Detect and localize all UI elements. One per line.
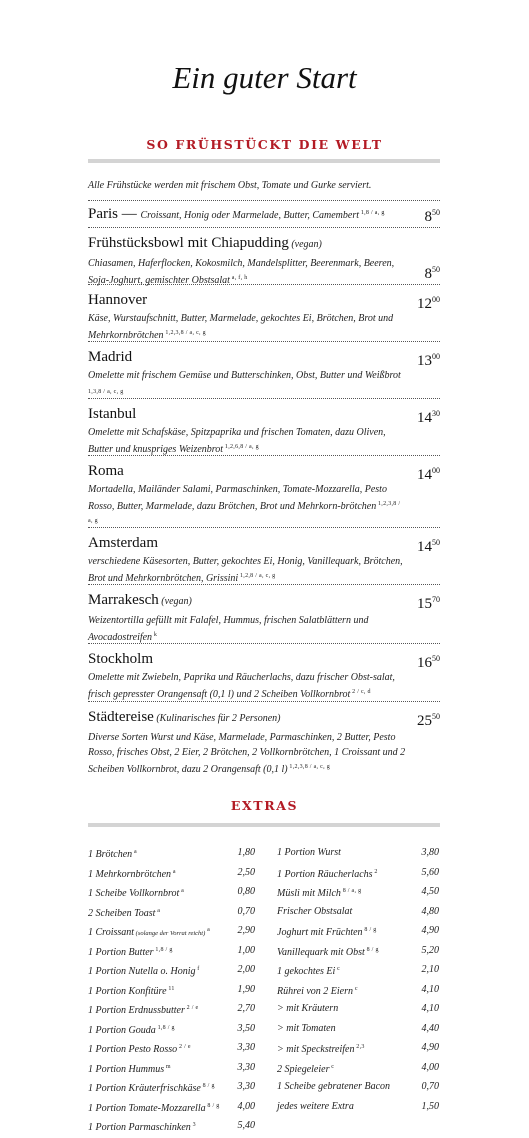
extra-item-name: > mit Speckstreifen <box>277 1044 355 1055</box>
menu-item-description-text: Omelette mit Schafskäse, Spitzpaprika und frischen Tomaten, dazu Oliven, Butter und knuspriges Weizenbrot <box>88 427 386 455</box>
extra-item <box>88 843 255 863</box>
menu-item-title <box>88 462 440 480</box>
extra-item-price: 4,40 <box>421 1022 439 1034</box>
allergen-codes: 8 / a, g <box>340 888 362 894</box>
allergen-codes: 1,3,8 / a, c, g <box>88 389 124 395</box>
extra-item-price: 1,00 <box>237 944 255 956</box>
menu-item-tag: (vegan) <box>158 596 192 607</box>
menu-item <box>88 462 440 531</box>
extra-item <box>277 863 439 883</box>
extra-item <box>277 1097 439 1117</box>
allergen-codes: a <box>171 868 176 875</box>
menu-item-dash: — <box>118 206 141 222</box>
extra-item-name: 1 Portion Gouda <box>88 1024 156 1036</box>
extra-item-name: 1 Portion Tomate-Mozzarella <box>88 1102 206 1114</box>
menu-item <box>88 591 440 645</box>
menu-item <box>88 348 440 402</box>
allergen-codes: 1,8 / g <box>155 1024 175 1031</box>
extra-item-name: Rührei von 2 Eiern <box>277 985 354 997</box>
extra-item <box>88 980 255 1000</box>
price-main: 8 <box>424 209 432 225</box>
price-main: 14 <box>417 467 432 483</box>
extra-item-label <box>277 863 378 883</box>
menu-item-price <box>425 261 441 283</box>
extra-item-name: Müsli mit Milch <box>277 888 341 899</box>
menu-item-price <box>417 650 440 672</box>
price-main: 12 <box>417 296 432 312</box>
price-cents: 50 <box>432 208 440 217</box>
extra-item-label <box>88 980 175 1000</box>
extra-item <box>88 921 255 941</box>
extra-item-label <box>277 960 340 980</box>
menu-item-description <box>88 482 406 531</box>
extra-item-label <box>88 882 184 902</box>
extra-item-label <box>88 1077 215 1097</box>
extra-item-name: 2 Spiegeleier <box>277 1063 330 1075</box>
menu-item-title <box>88 405 440 423</box>
allergen-codes: c <box>353 985 358 992</box>
extra-item-label <box>277 941 379 961</box>
allergen-codes: 1,8 / a, g <box>359 210 385 216</box>
extra-item-price: 0,70 <box>237 905 255 917</box>
extra-item-name: jedes weitere Extra <box>277 1100 354 1112</box>
allergen-codes: 8 / g <box>205 1102 220 1109</box>
extra-item-label <box>277 902 352 922</box>
menu-item <box>88 650 440 702</box>
menu-item-price <box>417 348 440 370</box>
menu-item-name: Frühstücksbowl mit Chiapudding <box>88 235 289 251</box>
menu-item-description <box>88 311 406 343</box>
menu-item-description <box>88 670 406 702</box>
intro-text: Alle Frühstücke werden mit frischem Obst, Tomate und Gurke serviert. <box>88 180 372 191</box>
menu-item <box>88 234 440 288</box>
allergen-codes: f <box>195 966 200 972</box>
menu-item-price <box>425 204 441 226</box>
price-main: 16 <box>417 655 432 671</box>
extra-item-label <box>277 1077 390 1097</box>
menu-item-description-text: Diverse Sorten Wurst und Käse, Marmelade, Parmaschinken, 2 Butter, Pesto Rosso, frisches Obst, 2 Eier, 2 Brötchen, 2 Vollkornbrötchen, 1 Croissant und 2 Scheiben Vollkornbrot, dazu 2 Orangensaft (0,1 l) <box>88 732 406 775</box>
section-heading-breakfast: SO FRÜHSTÜCKT DIE WELT <box>146 137 383 152</box>
extra-item-price: 2,70 <box>237 1003 255 1014</box>
section-divider <box>88 159 440 163</box>
extra-item-label <box>88 863 176 883</box>
price-main: 14 <box>417 539 432 555</box>
extra-item-price: 3,80 <box>421 847 439 858</box>
extra-item-label <box>277 999 338 1019</box>
extra-item-label <box>277 1097 354 1117</box>
allergen-codes: a <box>132 849 137 855</box>
extra-item-name: Vanillequark mit Obst <box>277 946 365 958</box>
extra-item-price: 0,70 <box>421 1081 439 1092</box>
extra-item-price: 4,00 <box>421 1061 439 1073</box>
menu-item-price <box>417 291 440 313</box>
menu-item-name: Paris <box>88 206 118 222</box>
menu-item-name: Istanbul <box>88 406 137 422</box>
allergen-codes: c <box>335 966 341 972</box>
allergen-codes: a <box>155 907 161 914</box>
extra-item-price: 1,90 <box>237 983 255 995</box>
extra-item-name: 1 Brötchen <box>88 849 133 860</box>
allergen-codes: 1,2,3,8 / a, g <box>88 501 401 524</box>
menu-item-description-text: Mortadella, Mailänder Salami, Parmaschinken, Tomate-Mozzarella, Pesto Rosso, Butter, Marmelade, dazu Brötchen, Brot und Mehrkorn-brötchen <box>88 484 387 512</box>
section-heading-extras: EXTRAS <box>230 798 299 813</box>
extra-item <box>277 882 439 902</box>
extra-item-label <box>88 921 210 941</box>
menu-item-description <box>88 613 406 645</box>
extra-item-price: 4,10 <box>421 983 439 995</box>
extras-right-column <box>277 843 439 1116</box>
price-cents: 50 <box>432 538 440 547</box>
extra-item <box>277 1038 439 1058</box>
extra-item-name: 1 Croissant <box>88 927 135 938</box>
menu-item <box>88 204 440 225</box>
extra-item-label <box>277 1019 336 1039</box>
extra-item-price: 2,90 <box>237 925 255 936</box>
extra-item <box>88 1097 255 1117</box>
extra-item <box>277 1058 439 1078</box>
allergen-codes: a, f, h <box>229 275 248 281</box>
extra-item <box>88 1116 255 1136</box>
extra-item-name: 1 Portion Kräuterfrischkäse <box>88 1083 201 1094</box>
extra-item-price: 4,90 <box>421 1042 439 1053</box>
extra-item-price: 4,90 <box>421 925 439 936</box>
extra-item-name: 1 Scheibe gebratener Bacon <box>277 1081 391 1092</box>
extra-item-label <box>88 902 160 922</box>
price-cents: 00 <box>432 352 440 361</box>
allergen-codes: 1,2,3,8 / a, c, g <box>163 330 206 336</box>
extra-item-name: 1 Portion Hummus <box>88 1063 165 1075</box>
allergen-codes: 2 <box>372 868 378 875</box>
page-title: Ein guter Start <box>172 60 357 95</box>
extra-item-name: > mit Kräutern <box>277 1003 339 1014</box>
extra-item-label <box>277 1058 334 1078</box>
menu-item-description <box>88 730 406 777</box>
extra-item-price: 3,30 <box>237 1042 255 1053</box>
menu-item <box>88 405 440 457</box>
menu-item-price <box>417 462 440 484</box>
extra-item-label <box>277 1038 365 1058</box>
menu-item-tag: (vegan) <box>288 239 322 250</box>
extra-item <box>277 941 439 961</box>
menu-item-name: Roma <box>88 463 124 479</box>
extra-item <box>88 882 255 902</box>
menu-item-description-text: Weizentortilla gefüllt mit Falafel, Hummus, frischen Salatblättern und Avocadostreifen <box>88 615 369 643</box>
extra-item-name: Joghurt mit Früchten <box>277 927 363 938</box>
extra-item-name: 1 Mehrkornbrötchen <box>88 868 172 880</box>
extra-item <box>277 902 439 922</box>
menu-item-price <box>417 708 440 730</box>
extras-divider <box>88 823 440 827</box>
menu-item-description <box>88 425 406 457</box>
menu-item-price <box>417 405 440 427</box>
price-cents: 50 <box>432 654 440 663</box>
extra-item-note: (solange der Vorrat reicht) <box>134 930 206 937</box>
allergen-codes: 8 / g <box>364 946 379 953</box>
menu-item-name: Städtereise <box>88 709 154 725</box>
extra-item-name: 1 Portion Konfitüre <box>88 985 167 997</box>
menu-item-name: Madrid <box>88 349 133 365</box>
extra-item-name: 1 Portion Pesto Rosso <box>88 1044 178 1055</box>
menu-item-description-text: Chiasamen, Haferflocken, Kokosmilch, Mandelsplitter, Beerenmark, Beeren, Soja-Joghurt, gemischter Obstsalat <box>88 258 395 286</box>
extra-item-name: 2 Scheiben Toast <box>88 907 156 919</box>
price-cents: 70 <box>432 595 440 604</box>
extra-item-price: 5,20 <box>421 944 439 956</box>
price-cents: 50 <box>432 712 440 721</box>
price-main: 15 <box>417 596 432 612</box>
menu-item-description <box>88 368 406 402</box>
menu-item <box>88 708 440 777</box>
menu-item-price <box>417 534 440 556</box>
extra-item-name: 1 Portion Räucherlachs <box>277 868 373 880</box>
extra-item-label <box>277 882 361 902</box>
extra-item-price: 4,10 <box>421 1003 439 1014</box>
allergen-codes: c <box>329 1063 335 1070</box>
price-main: 25 <box>417 713 432 729</box>
extra-item <box>88 863 255 883</box>
menu-item-title <box>88 708 440 728</box>
extra-item-price: 2,10 <box>421 964 439 975</box>
menu-item-price <box>417 591 440 613</box>
extra-item-label <box>88 941 173 961</box>
extra-item-name: 1 Scheibe Vollkornbrot <box>88 888 180 899</box>
extra-item-name: 1 Portion Parmaschinken <box>88 1122 191 1133</box>
extra-item <box>88 902 255 922</box>
menu-item-title <box>88 650 440 668</box>
extra-item-name: 1 Portion Nutella o. Honig <box>88 966 196 977</box>
extra-item-label <box>88 1019 175 1039</box>
price-cents: 00 <box>432 295 440 304</box>
extra-item-name: 1 Portion Wurst <box>277 847 341 858</box>
allergen-codes: 2,3 <box>354 1044 365 1050</box>
price-cents: 50 <box>432 265 440 274</box>
menu-item-tag: (Kulinarisches für 2 Personen) <box>153 713 281 724</box>
extra-item-price: 4,50 <box>421 886 439 897</box>
extra-item <box>88 941 255 961</box>
menu-item-title <box>88 591 440 611</box>
extra-item <box>88 1019 255 1039</box>
allergen-codes: 2 / c, d <box>350 689 371 695</box>
extra-item-name: Frischer Obstsalat <box>277 905 353 917</box>
allergen-codes: 1,2,8 / a, c, g <box>238 573 276 579</box>
allergen-codes: 2 / e <box>184 1005 199 1011</box>
extra-item-price: 4,00 <box>237 1100 255 1112</box>
price-main: 8 <box>424 266 432 282</box>
extra-item-price: 5,40 <box>237 1120 255 1131</box>
allergen-codes: 3 <box>190 1122 196 1128</box>
menu-item-title <box>88 534 440 552</box>
menu-item-description-text: verschiedene Käsesorten, Butter, gekochtes Ei, Honig, Vanillequark, Brötchen, Brot und Mehrkornbrötchen, Grissini <box>88 556 403 584</box>
extra-item <box>277 1077 439 1097</box>
allergen-codes: k <box>152 632 158 638</box>
menu-item-description: Croissant, Honig oder Marmelade, Butter, Camembert <box>140 210 360 221</box>
extra-item-price: 3,30 <box>237 1081 255 1092</box>
extra-item-label <box>88 1116 196 1136</box>
price-cents: 30 <box>432 409 440 418</box>
price-cents: 00 <box>432 466 440 475</box>
allergen-codes: m <box>164 1063 171 1070</box>
extra-item-label <box>88 843 137 863</box>
extra-item-label <box>277 980 358 1000</box>
extra-item-label <box>277 843 341 863</box>
menu-item <box>88 534 440 586</box>
menu-item-description-text: Omelette mit frischem Gemüse und Butterschinken, Obst, Butter und Weißbrot <box>88 370 401 381</box>
extra-item <box>88 999 255 1019</box>
extra-item-price: 4,80 <box>421 905 439 917</box>
menu-item-description-text: Omelette mit Zwiebeln, Paprika und Räucherlachs, dazu frischer Obst-salat, frisch gepresster Orangensaft (0,1 l) und 2 Scheiben Vollkornbrot <box>88 672 395 700</box>
extra-item-label <box>88 999 199 1019</box>
allergen-codes: a <box>205 927 211 933</box>
extras-left-column <box>88 843 255 1136</box>
menu-item-title <box>88 348 440 366</box>
extra-item-label <box>277 921 377 941</box>
extra-item <box>88 1058 255 1078</box>
menu-item-title <box>88 234 440 254</box>
allergen-codes: 1,8 / g <box>153 946 173 953</box>
allergen-codes: 2 / e <box>177 1044 191 1050</box>
extra-item-label <box>88 960 200 980</box>
price-main: 14 <box>417 410 432 426</box>
extra-item-price: 3,50 <box>237 1022 255 1034</box>
menu-item-description-text: Käse, Wurstaufschnitt, Butter, Marmelade, gekochtes Ei, Brötchen, Brot und Mehrkornbrötchen <box>88 313 394 341</box>
allergen-codes: 8 / g <box>362 927 377 933</box>
extra-item-name: 1 Portion Erdnussbutter <box>88 1005 185 1016</box>
menu-item-name: Marrakesch <box>88 592 159 608</box>
extra-item-price: 5,60 <box>421 866 439 878</box>
extra-item-name: 1 Portion Butter <box>88 946 154 958</box>
extra-item <box>277 843 439 863</box>
extra-item <box>88 1038 255 1058</box>
allergen-codes: 8 / g <box>200 1083 215 1089</box>
extra-item-price: 2,50 <box>237 866 255 878</box>
extra-item-label <box>88 1038 191 1058</box>
extra-item-price: 2,00 <box>237 964 255 975</box>
extra-item <box>277 921 439 941</box>
extra-item <box>88 960 255 980</box>
allergen-codes: 11 <box>166 985 175 992</box>
allergen-codes: 1,2,3,8 / a, c, g <box>287 764 331 770</box>
menu-item <box>88 291 440 343</box>
extra-item-price: 1,50 <box>421 1100 439 1112</box>
menu-item-name: Stockholm <box>88 651 154 667</box>
allergen-codes: 1,2,6,8 / a, g <box>223 444 259 450</box>
extra-item-label <box>88 1097 220 1117</box>
price-main: 13 <box>417 353 432 369</box>
extra-item-price: 0,80 <box>237 886 255 897</box>
extra-item-name: > mit Tomaten <box>277 1022 336 1034</box>
menu-item-description <box>88 256 406 288</box>
menu-item-name: Amsterdam <box>88 535 158 551</box>
extra-item-name: 1 gekochtes Ei <box>277 966 336 977</box>
dotted-separator <box>88 200 440 201</box>
extra-item <box>88 1077 255 1097</box>
extra-item-price: 1,80 <box>237 847 255 858</box>
extra-item-price: 3,30 <box>237 1061 255 1073</box>
dotted-separator <box>88 227 440 228</box>
extra-item-label <box>88 1058 171 1078</box>
extra-item <box>277 980 439 1000</box>
menu-item-title <box>88 204 440 225</box>
menu-item-description <box>88 554 406 586</box>
allergen-codes: a <box>179 888 185 894</box>
extra-item <box>277 999 439 1019</box>
menu-item-name: Hannover <box>88 292 148 308</box>
extra-item <box>277 960 439 980</box>
menu-item-title <box>88 291 440 309</box>
extra-item <box>277 1019 439 1039</box>
